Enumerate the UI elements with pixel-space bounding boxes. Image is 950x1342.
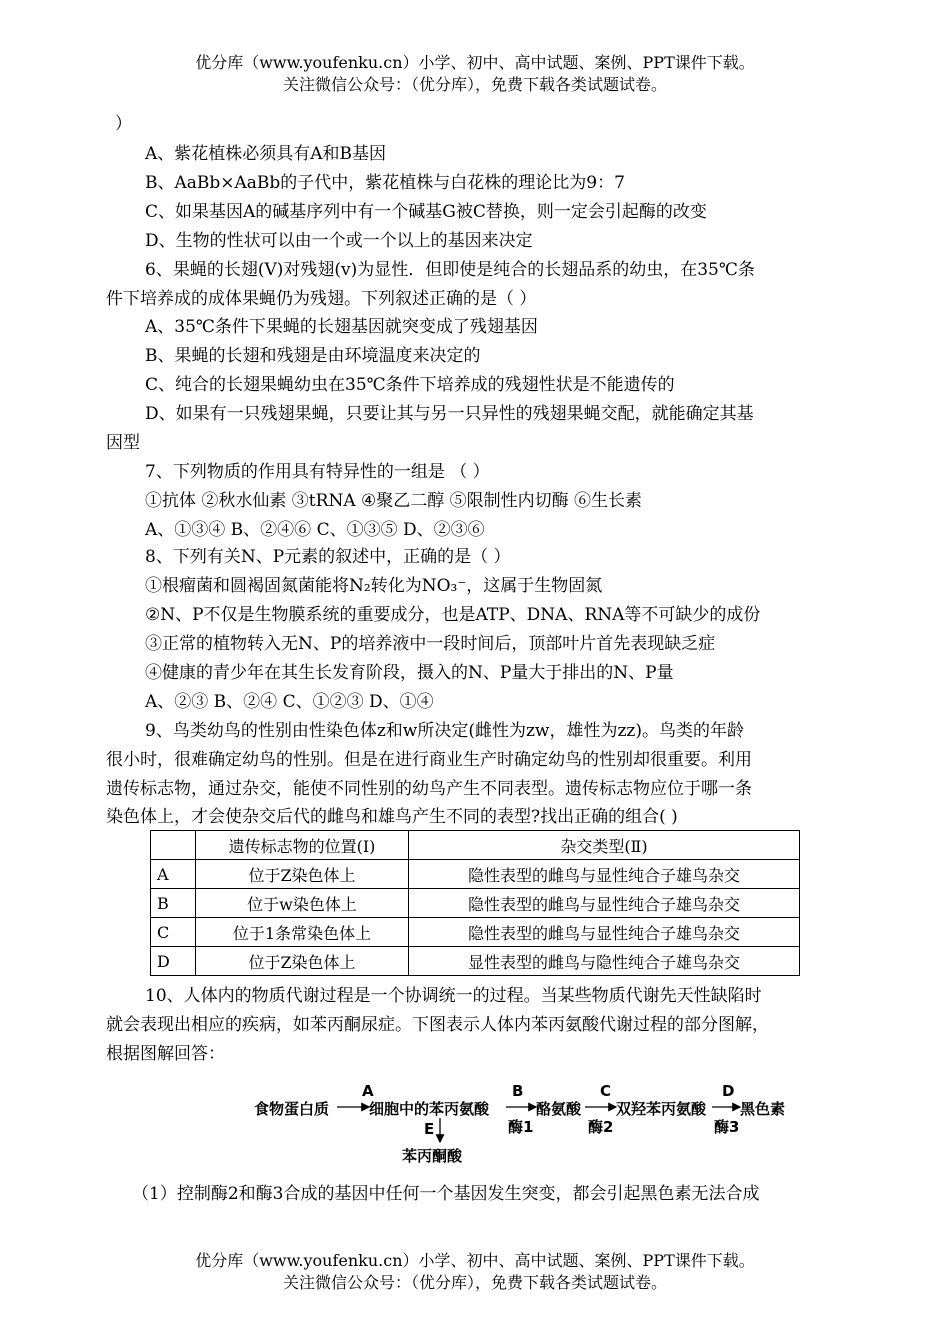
table-cell: 位于Z染色体上 [196, 860, 409, 889]
text-line: A、35℃条件下果蝇的长翅基因就突变成了残翅基因 [145, 317, 538, 337]
text-line: 10、人体内的物质代谢过程是一个协调统一的过程。当某些物质代谢先天性缺陷时 [145, 986, 762, 1006]
table-cell: D [151, 947, 196, 976]
text-line: C、如果基因A的碱基序列中有一个碱基G被C替换，则一定会引起酶的改变 [145, 202, 707, 222]
text-line: 件下培养成的成体果蝇仍为残翅。下列叙述正确的是（ ） [106, 289, 537, 309]
footer-line-2: 关注微信公众号：（优分库），免费下载各类试题试卷。 [282, 1273, 667, 1292]
text-line: D、生物的性状可以由一个或一个以上的基因来决定 [145, 231, 533, 251]
node-tyrosine: 酪氨酸 [536, 1100, 582, 1118]
text-line: 8、下列有关N、P元素的叙述中，正确的是（ ） [145, 547, 511, 567]
node-phenylalanine: 细胞中的苯丙氨酸 [369, 1100, 490, 1118]
enzyme-2-label: 酶2 [588, 1118, 614, 1136]
table-cell: 隐性表型的雌鸟与显性纯合子雄鸟杂交 [409, 860, 800, 889]
text-line: ） [115, 114, 132, 134]
table-cell: 位于w染色体上 [196, 889, 409, 918]
text-line: ③正常的植物转入无N、P的培养液中一段时间后，顶部叶片首先表现缺乏症 [145, 634, 716, 654]
text-line: 很小时，很难确定幼鸟的性别。但是在进行商业生产时确定幼鸟的性别却很重要。利用 [106, 750, 752, 770]
text-line: ②N、P不仅是生物膜系统的重要成分，也是ATP、DNA、RNA等不可缺少的成份 [145, 605, 761, 625]
text-line: 就会表现出相应的疾病，如苯丙酮尿症。下图表示人体内苯丙氨酸代谢过程的部分图解， [106, 1015, 769, 1035]
text-line: A、①③④ B、②④⑥ C、①③⑤ D、②③⑥ [145, 520, 485, 540]
table-cell: B [151, 889, 196, 918]
text-line: A、②③ B、②④ C、①②③ D、①④ [145, 692, 434, 712]
text-line: ①抗体 ②秋水仙素 ③tRNA ④聚乙二醇 ⑤限制性内切酶 ⑥生长素 [145, 491, 643, 511]
table-header-cell: 杂交类型(Ⅱ) [409, 831, 800, 860]
table-cell: 位于1条常染色体上 [196, 918, 409, 947]
node-melanin: 黑色素 [740, 1100, 786, 1118]
table-cell: 位于Z染色体上 [196, 947, 409, 976]
text-line: C、纯合的长翅果蝇幼虫在35℃条件下培养成的残翅性状是不能遗传的 [145, 375, 675, 395]
node-food-protein: 食物蛋白质 [254, 1100, 330, 1118]
text-line: 7、下列物质的作用具有特异性的一组是 （ ） [145, 462, 490, 482]
table-header-cell: 遗传标志物的位置(I) [196, 831, 409, 860]
label-a: A [362, 1082, 374, 1100]
label-e: E [424, 1120, 435, 1138]
node-dopa: 双羟苯丙氨酸 [616, 1100, 707, 1118]
enzyme-3-label: 酶3 [714, 1118, 740, 1136]
table-cell: 显性表型的雌鸟与隐性纯合子雄鸟杂交 [409, 947, 800, 976]
header-line-1: 优分库（www.youfenku.cn）小学、初中、高中试题、案例、PPT课件下载。 [195, 53, 755, 72]
table-cell: C [151, 918, 196, 947]
text-line: 遗传标志物，通过杂交，能使不同性别的幼鸟产生不同表型。遗传标志物应位于哪一条 [106, 779, 752, 799]
table-cell: 隐性表型的雌鸟与显性纯合子雄鸟杂交 [409, 889, 800, 918]
node-phenylpyruvate: 苯丙酮酸 [402, 1147, 463, 1165]
text-line: 染色体上，才会使杂交后代的雌鸟和雄鸟产生不同的表型?找出正确的组合( ) [106, 807, 678, 827]
text-line: 9、鸟类幼鸟的性别由性染色体z和w所决定(雌性为zw，雄性为zz)。鸟类的年龄 [145, 721, 745, 741]
enzyme-1-label: 酶1 [508, 1118, 534, 1136]
text-line: A、紫花植株必须具有A和B基因 [145, 144, 387, 164]
footer-line-1: 优分库（www.youfenku.cn）小学、初中、高中试题、案例、PPT课件下载。 [195, 1251, 755, 1270]
text-line: ④健康的青少年在其生长发育阶段，摄入的N、P量大于排出的N、P量 [145, 663, 674, 683]
label-c: C [600, 1082, 612, 1100]
text-line: （1）控制酶2和酶3合成的基因中任何一个基因发生突变，都会引起黑色素无法合成 [132, 1184, 760, 1204]
text-line: B、AaBb×AaBb的子代中，紫花植株与白花株的理论比为9：7 [145, 173, 625, 193]
label-b: B [512, 1082, 524, 1100]
header-line-2: 关注微信公众号：（优分库），免费下载各类试题试卷。 [282, 75, 667, 94]
text-line: B、果蝇的长翅和残翅是由环境温度来决定的 [145, 346, 481, 366]
text-line: D、如果有一只残翅果蝇，只要让其与另一只异性的残翅果蝇交配，就能确定其基 [145, 404, 754, 424]
text-line: 因型 [106, 433, 140, 453]
table-cell: 隐性表型的雌鸟与显性纯合子雄鸟杂交 [409, 918, 800, 947]
text-line: 6、果蝇的长翅(V)对残翅(v)为显性．但即使是纯合的长翅品系的幼虫，在35℃条 [145, 260, 755, 280]
text-line: 根据图解回答： [106, 1044, 225, 1064]
label-d: D [722, 1082, 735, 1100]
table-cell: A [151, 860, 196, 889]
text-line: ①根瘤菌和圆褐固氮菌能将N₂转化为NO₃⁻，这属于生物固氮 [145, 576, 603, 596]
